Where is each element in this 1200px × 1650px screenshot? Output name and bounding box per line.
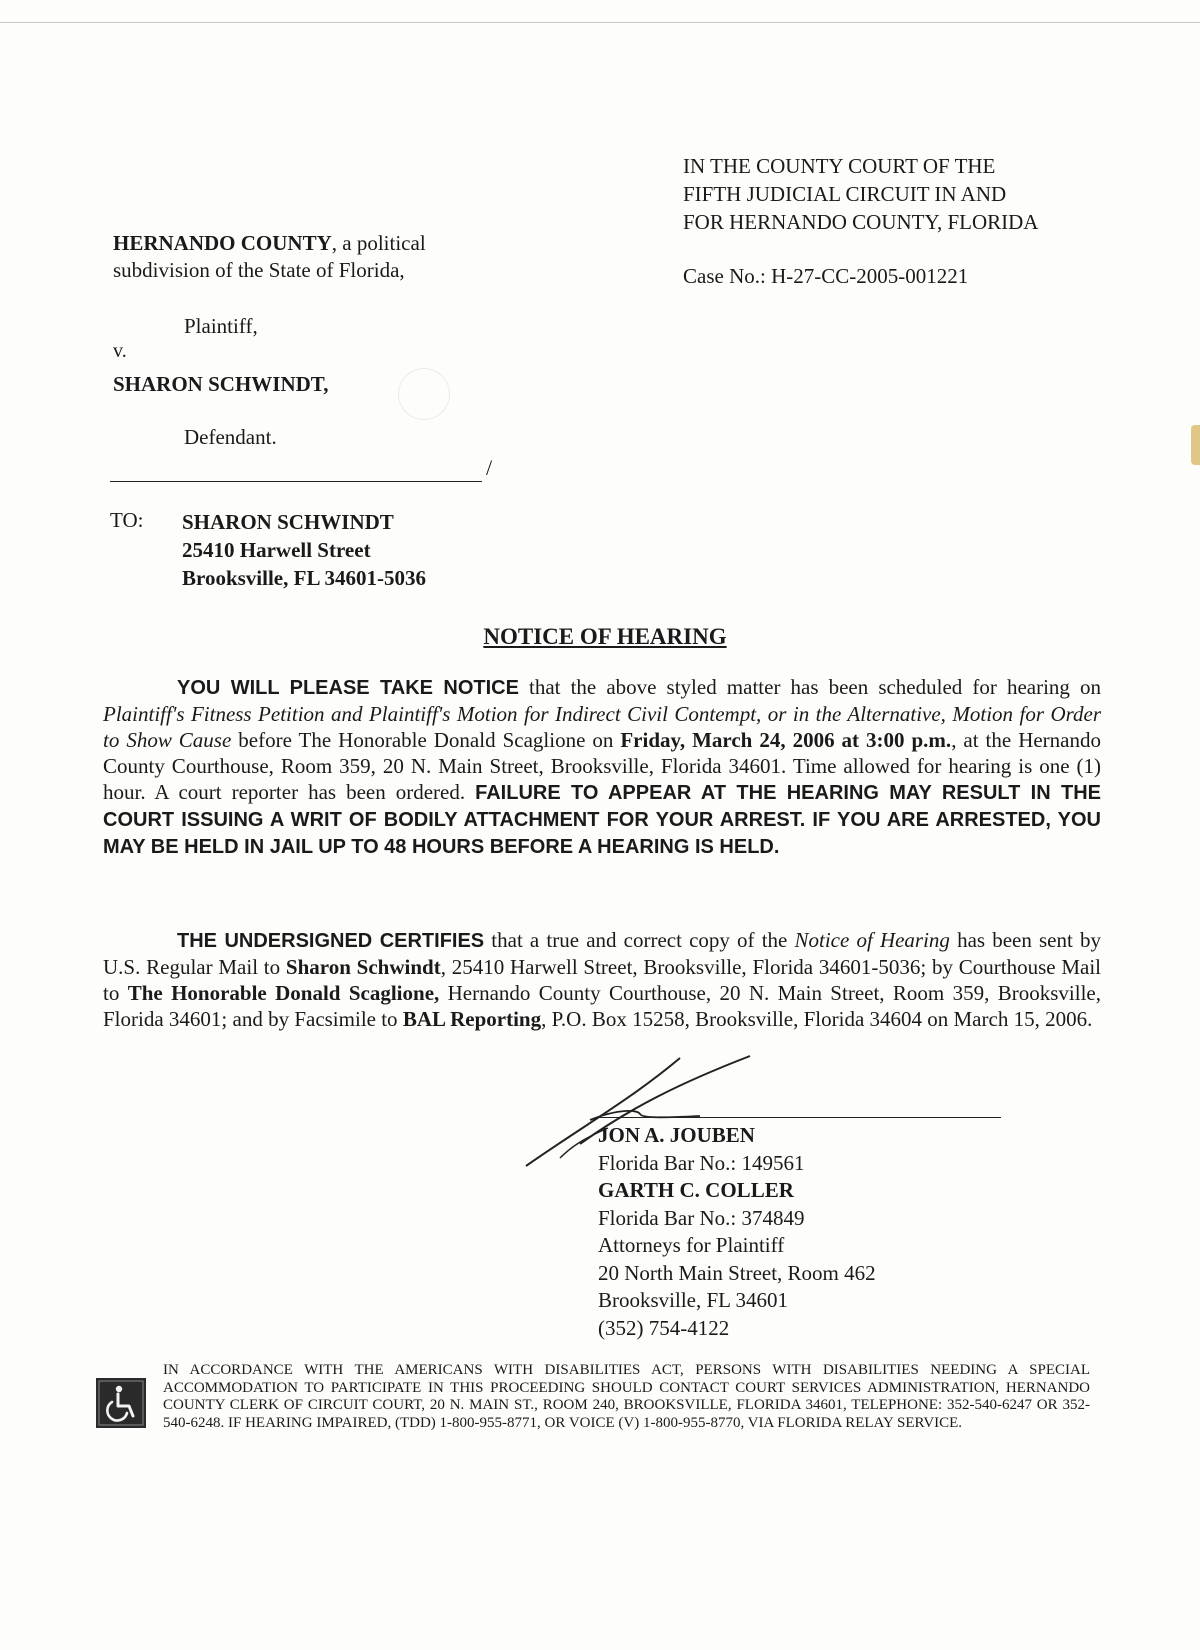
attorney-street: 20 North Main Street, Room 462 <box>598 1260 876 1285</box>
plaintiff-name: HERNANDO COUNTY <box>113 231 332 255</box>
certificate-text-3: , 25410 Harwell Street, Brooksville, Florida 34601-5036; by Courthouse Mail to <box>103 955 1102 1005</box>
court-line-2: FIFTH JUDICIAL CIRCUIT IN AND <box>683 182 1007 206</box>
notice-text-3: , at the Hernando County Courthouse, Room 359, 20 N. Main Street, Brooksville, Florida 34601. Time allowed for hearing is one (1) hour. A court reporter has been ordered. <box>103 728 1101 804</box>
to-address <box>182 508 426 592</box>
caption-divider <box>110 481 482 482</box>
certificate-recipient-2: The Honorable Donald Scaglione, <box>127 981 440 1005</box>
case-number: Case No.: H-27-CC-2005-001221 <box>683 264 969 288</box>
plaintiff-desc-2: subdivision of the State of Florida, <box>113 258 405 282</box>
to-name: SHARON SCHWINDT <box>182 510 394 534</box>
certificate-doc: Notice of Hearing <box>794 928 950 952</box>
defendant-role: Defendant. <box>184 425 277 449</box>
attorney-2-bar: Florida Bar No.: 374849 <box>598 1205 805 1230</box>
court-line-1: IN THE COUNTY COURT OF THE <box>683 154 996 178</box>
certificate-text-5: , P.O. Box 15258, Brooksville, Florida 34604 on March 15, 2006. <box>541 1007 1093 1031</box>
attorney-1-name: JON A. JOUBEN <box>598 1123 755 1147</box>
certificate-text-1: that a true and correct copy of the <box>484 928 795 952</box>
to-street: 25410 Harwell Street <box>182 538 371 562</box>
defendant-name: SHARON SCHWINDT, <box>113 372 329 396</box>
scan-edge-line <box>0 22 1200 23</box>
signature-block <box>598 1122 876 1342</box>
plaintiff-block <box>113 230 426 284</box>
notice-text-1: that the above styled matter has been scheduled for hearing on <box>518 675 1101 699</box>
plaintiff-role: Plaintiff, <box>184 314 258 338</box>
to-label: TO: <box>110 508 144 532</box>
ada-notice <box>95 1362 1090 1432</box>
court-line-3: FOR HERNANDO COUNTY, FLORIDA <box>683 210 1039 234</box>
attorney-city: Brooksville, FL 34601 <box>598 1288 788 1312</box>
document-title: NOTICE OF HEARING <box>483 624 727 649</box>
notice-lead: YOU WILL PLEASE TAKE NOTICE <box>177 677 519 699</box>
certificate-paragraph <box>103 927 1101 1032</box>
attorney-2-name: GARTH C. COLLER <box>598 1178 794 1202</box>
certificate-text-2: has been sent by U.S. Regular Mail to <box>103 928 1101 979</box>
court-heading <box>683 152 1038 236</box>
paper-stain <box>398 368 450 420</box>
staple-mark <box>1191 425 1200 465</box>
notice-warning: FAILURE TO APPEAR AT THE HEARING MAY RESULT IN THE COURT ISSUING A WRIT OF BODILY ATTACHMENT FOR YOUR ARREST. IF YOU ARE ARRESTED, YOU MAY BE HELD IN JAIL UP TO 48 HOURS BEFORE A HEARING IS HELD. <box>103 782 1101 858</box>
certificate-lead: THE UNDERSIGNED CERTIFIES <box>177 930 485 952</box>
ada-notice-text: IN ACCORDANCE WITH THE AMERICANS WITH DISABILITIES ACT, PERSONS WITH DISABILITIES NEEDING A SPECIAL ACCOMMODATION TO PARTICIPATE IN THIS PROCEEDING SHOULD CONTACT COURT SERVICES ADMINISTRATION, HERNANDO COUNTY CLERK OF CIRCUIT COURT, 20 N. MAIN ST., ROOM 240, BROOKSVILLE, FLORIDA 34601, TELEPHONE: 352-540-6247 OR 352-540-6248. IF HEARING IMPAIRED, (TDD) 1-800-955-8771, OR VOICE (V) 1-800-955-8770, VIA FLORIDA RELAY SERVICE. <box>163 1362 1090 1431</box>
notice-motion: Plaintiff's Fitness Petition and Plaintiff's Motion for Indirect Civil Contempt, or in the Alternative, Motion for Order to Show Cause <box>103 702 1101 752</box>
caption-slash: / <box>486 455 493 480</box>
notice-paragraph <box>103 674 1101 860</box>
plaintiff-desc: , a political <box>331 231 426 255</box>
certificate-recipient-1: Sharon Schwindt <box>285 955 441 979</box>
attorney-1-bar: Florida Bar No.: 149561 <box>598 1150 805 1175</box>
to-city: Brooksville, FL 34601-5036 <box>182 566 427 590</box>
certificate-recipient-3: BAL Reporting <box>402 1007 542 1031</box>
notice-text-2: before The Honorable Donald Scaglione on <box>231 728 621 752</box>
notice-datetime: Friday, March 24, 2006 at 3:00 p.m. <box>620 728 952 752</box>
versus: v. <box>113 340 127 362</box>
certificate-text-4: Hernando County Courthouse, 20 N. Main Street, Room 359, Brooksville, Florida 34601; and by Facsimile to <box>103 981 1101 1031</box>
attorney-role: Attorneys for Plaintiff <box>598 1233 785 1257</box>
attorney-phone: (352) 754-4122 <box>598 1315 730 1340</box>
